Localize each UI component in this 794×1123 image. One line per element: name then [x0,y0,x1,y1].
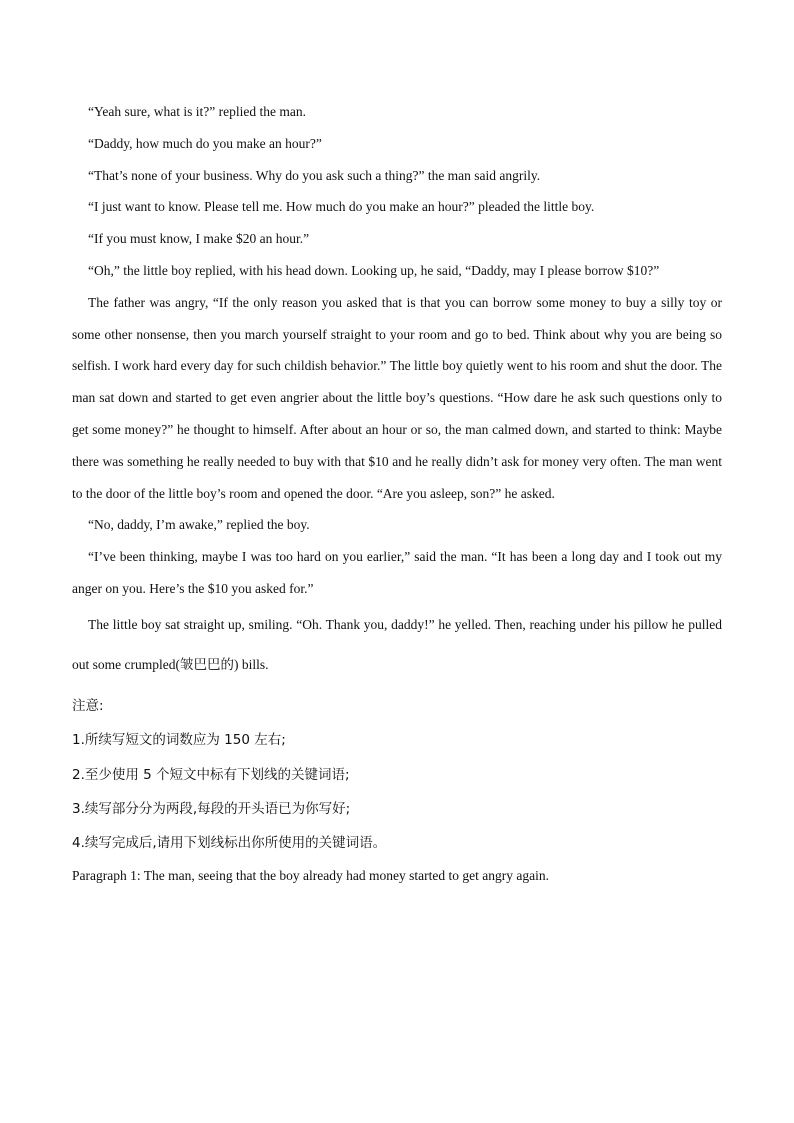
notes-section [72,689,722,861]
story-paragraph-1: “Yeah sure, what is it?” replied the man. [88,104,306,119]
note-item-2: 2.至少使用 5 个短文中标有下划线的关键词语; [72,766,350,783]
story-text [72,96,722,685]
story-paragraph-9: “I’ve been thinking, maybe I was too hard on you earlier,” said the man. “It has been a long day and I took out my anger on you. Here’s the $10 you asked for.” [72,549,722,596]
story-paragraph-6: “Oh,” the little boy replied, with his head down. Looking up, he said, “Daddy, may I please borrow $10?” [88,262,660,278]
story-paragraph-5: “If you must know, I make $20 an hour.” [88,231,310,247]
document-page [72,96,722,891]
note-item-4: 4.续写完成后,请用下划线标出你所使用的关键词语。 [72,835,387,852]
note-item-3: 3.续写部分分为两段,每段的开头语已为你写好; [72,800,351,817]
story-paragraph-8: “No, daddy, I’m awake,” replied the boy. [88,517,310,533]
story-paragraph-4: “I just want to know. Please tell me. How much do you make an hour?” pleaded the little boy. [88,199,595,215]
story-paragraph-2: “Daddy, how much do you make an hour?” [88,135,322,151]
notes-heading: 注意: [72,697,104,714]
story-paragraph-7: The father was angry, “If the only reason you asked that is that you can borrow some money to buy a silly toy or some other nonsense, then you march yourself straight to your room and go to bed. Think about why you are being so selfish. I work hard every day for such childish behavior.” The little boy quietly went to his room and shut the door. The man sat down and started to get even angrier about the little boy’s questions. “How dare he ask such questions only to get some money?” he thought to himself. After about an hour or so, the man calmed down, and started to think: Maybe there was something he really needed to buy with that $10 and he really didn’t ask for money very often. The man went to the door of the little boy’s room and opened the door. “Are you asleep, son?” he asked. [72,294,722,501]
note-item-1: 1.所续写短文的词数应为 150 左右; [72,732,286,749]
story-paragraph-3: “That’s none of your business. Why do you ask such a thing?” the man said angrily. [88,167,541,183]
paragraph-1-prompt: Paragraph 1: The man, seeing that the boy already had money started to get angry again. [72,867,549,883]
story-paragraph-10: The little boy sat straight up, smiling. “Oh. Thank you, daddy!” he yelled. Then, reaching under his pillow he pulled out some crumpled(皱巴巴的) bills. [72,616,722,672]
